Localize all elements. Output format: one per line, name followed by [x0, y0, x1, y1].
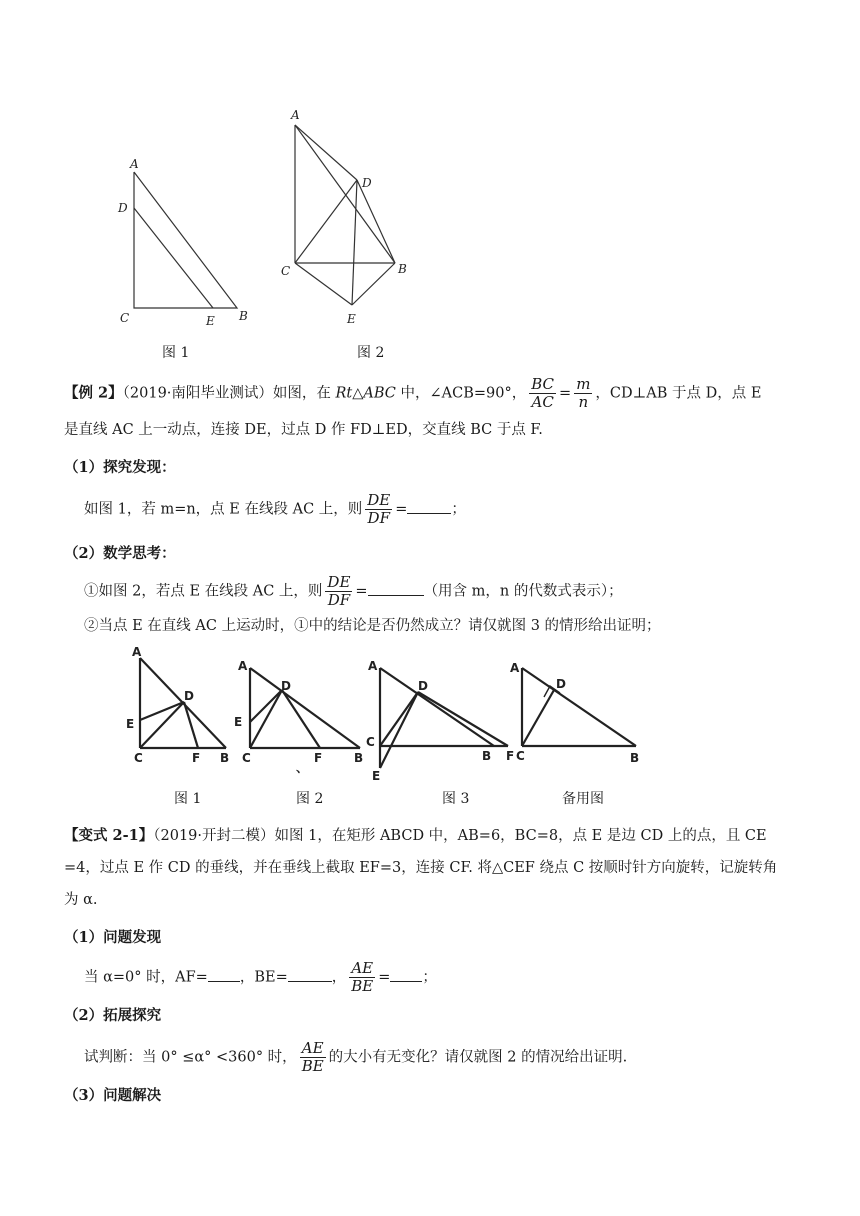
variant-part3-title: （3）问题解决: [64, 1087, 162, 1104]
fig2-label-b: B: [398, 262, 407, 276]
example2-part2-title: （2）数学思考：: [64, 545, 176, 562]
fig1-label-d: D: [118, 201, 128, 215]
mid1-label-e: E: [126, 717, 135, 731]
top-figure-2: [275, 105, 425, 335]
fig1-label-b: B: [239, 309, 248, 323]
fraction-ae-be-2: $\frac{AE}{BE}$: [301, 1039, 324, 1075]
answer-blank: [288, 967, 332, 982]
variant-line3: 为 α.: [64, 892, 98, 908]
mid3-label-d: D: [418, 679, 428, 693]
spare-label-b: B: [630, 751, 640, 765]
spare-label-d: D: [556, 677, 566, 691]
fig1-label-e: E: [206, 314, 215, 328]
mid1-label-c: C: [134, 751, 143, 765]
variant-line1: 【变式 2-1】（2019·开封二模）如图 1，在矩形 ABCD 中，AB=6，BC=8，点 E 是边 CD 上的点，且 CE: [64, 827, 767, 844]
mid-figure-2-caption: 图 2: [296, 791, 324, 807]
top-figure-1: [110, 150, 260, 335]
fig2-label-e: E: [347, 312, 356, 326]
example2-cond3: ，CD⊥AB 于点 D，点 E: [595, 385, 762, 402]
mid2-label-d: D: [281, 679, 291, 693]
mid-figure-spare: [502, 640, 652, 770]
example2-tag: 【例 2】: [64, 384, 123, 402]
fig2-label-c: C: [281, 264, 291, 278]
fraction-de-df: $\frac{DE}{DF}$: [367, 491, 391, 527]
mid-figure-1-caption: 图 1: [174, 791, 202, 807]
example2-part1-title: （1）探究发现：: [64, 459, 176, 476]
answer-blank: [368, 581, 424, 596]
fig1-label-a: A: [130, 157, 139, 171]
mid2-label-b: B: [354, 751, 364, 765]
mid2-label-c: C: [242, 751, 251, 765]
fig1-label-c: C: [120, 311, 130, 325]
fig2-label-d: D: [362, 176, 372, 190]
mid3-label-e: E: [372, 769, 381, 780]
spare-label-c: C: [516, 749, 525, 763]
mid2-label-e: E: [234, 715, 243, 729]
mid3-label-c: C: [366, 735, 375, 749]
fraction-ae-be: $\frac{AE}{BE}$: [351, 959, 374, 995]
mid1-label-b: B: [220, 751, 230, 765]
mid-figure-1: [120, 640, 243, 770]
mid1-label-a: A: [132, 645, 142, 659]
mid3-label-f: F: [506, 749, 515, 763]
answer-blank: [407, 499, 451, 514]
mid-figure-2: [228, 640, 378, 775]
variant-part2-question: 试判断：当 0° ≤α° <360° 时， $\frac{AE}{BE}$ 的大小有无变化？请仅就图 2 的情况给出证明.: [84, 1039, 628, 1075]
example2-part2-q2: ②当点 E 在直线 AC 上运动时，①中的结论是否仍然成立？请仅就图 3 的情形给出证明；: [84, 618, 661, 634]
example2-line1: 【例 2】（2019·南阳毕业测试）如图，在 Rt△ABC 中，∠ACB=90°， $\frac{BC}{AC}$ = $\frac{m}{n}$ ，CD⊥AB 于点 D，点 E: [64, 375, 762, 411]
fig2-label-a: A: [291, 108, 300, 122]
mid2-stray-mark: 、: [296, 761, 309, 775]
example2-cond1: Rt△ABC: [335, 385, 396, 402]
top-figure-2-caption: 图 2: [357, 345, 385, 361]
top-figure-1-caption: 图 1: [162, 345, 190, 361]
mid-figure-3-caption: 图 3: [442, 791, 470, 807]
answer-blank: [390, 967, 422, 982]
fraction-m-n: $\frac{m}{n}$: [576, 375, 591, 411]
variant-part1-question: 当 α=0° 时，AF= ，BE= ， $\frac{AE}{BE}$ = ；: [84, 959, 437, 995]
answer-blank: [208, 967, 240, 982]
example2-part1-question: 如图 1，若 m=n，点 E 在线段 AC 上，则 $\frac{DE}{DF}$ = ；: [84, 491, 466, 527]
mid1-label-f: F: [192, 751, 201, 765]
mid2-label-a: A: [238, 659, 248, 673]
variant-part1-title: （1）问题发现: [64, 929, 162, 946]
mid1-label-d: D: [184, 689, 194, 703]
fraction-bc-ac: $\frac{BC}{AC}$: [531, 375, 555, 411]
variant-tag: 【变式 2-1】: [64, 827, 154, 844]
fraction-de-df-2: $\frac{DE}{DF}$: [327, 573, 351, 609]
mid-figure-3: [360, 640, 520, 780]
example2-line2: 是直线 AC 上一动点，连接 DE，过点 D 作 FD⊥ED，交直线 BC 于点 F.: [64, 422, 543, 438]
variant-part2-title: （2）拓展探究: [64, 1007, 162, 1024]
mid3-label-b: B: [482, 749, 492, 763]
spare-label-a: A: [510, 661, 520, 675]
example2-source: （2019·南阳毕业测试）如图，在: [122, 385, 336, 402]
variant-line2: =4，过点 E 作 CD 的垂线，并在垂线上截取 EF=3，连接 CF. 将△CEF 绕点 C 按顺时针方向旋转，记旋转角: [64, 860, 778, 876]
example2-cond2: 中，∠ACB=90°，: [395, 385, 527, 402]
mid-figure-spare-caption: 备用图: [562, 791, 604, 807]
mid2-label-f: F: [314, 751, 323, 765]
mid3-label-a: A: [368, 659, 378, 673]
example2-part2-q1: ①如图 2，若点 E 在线段 AC 上，则 $\frac{DE}{DF}$ = （用含 m，n 的代数式表示）；: [84, 573, 623, 609]
